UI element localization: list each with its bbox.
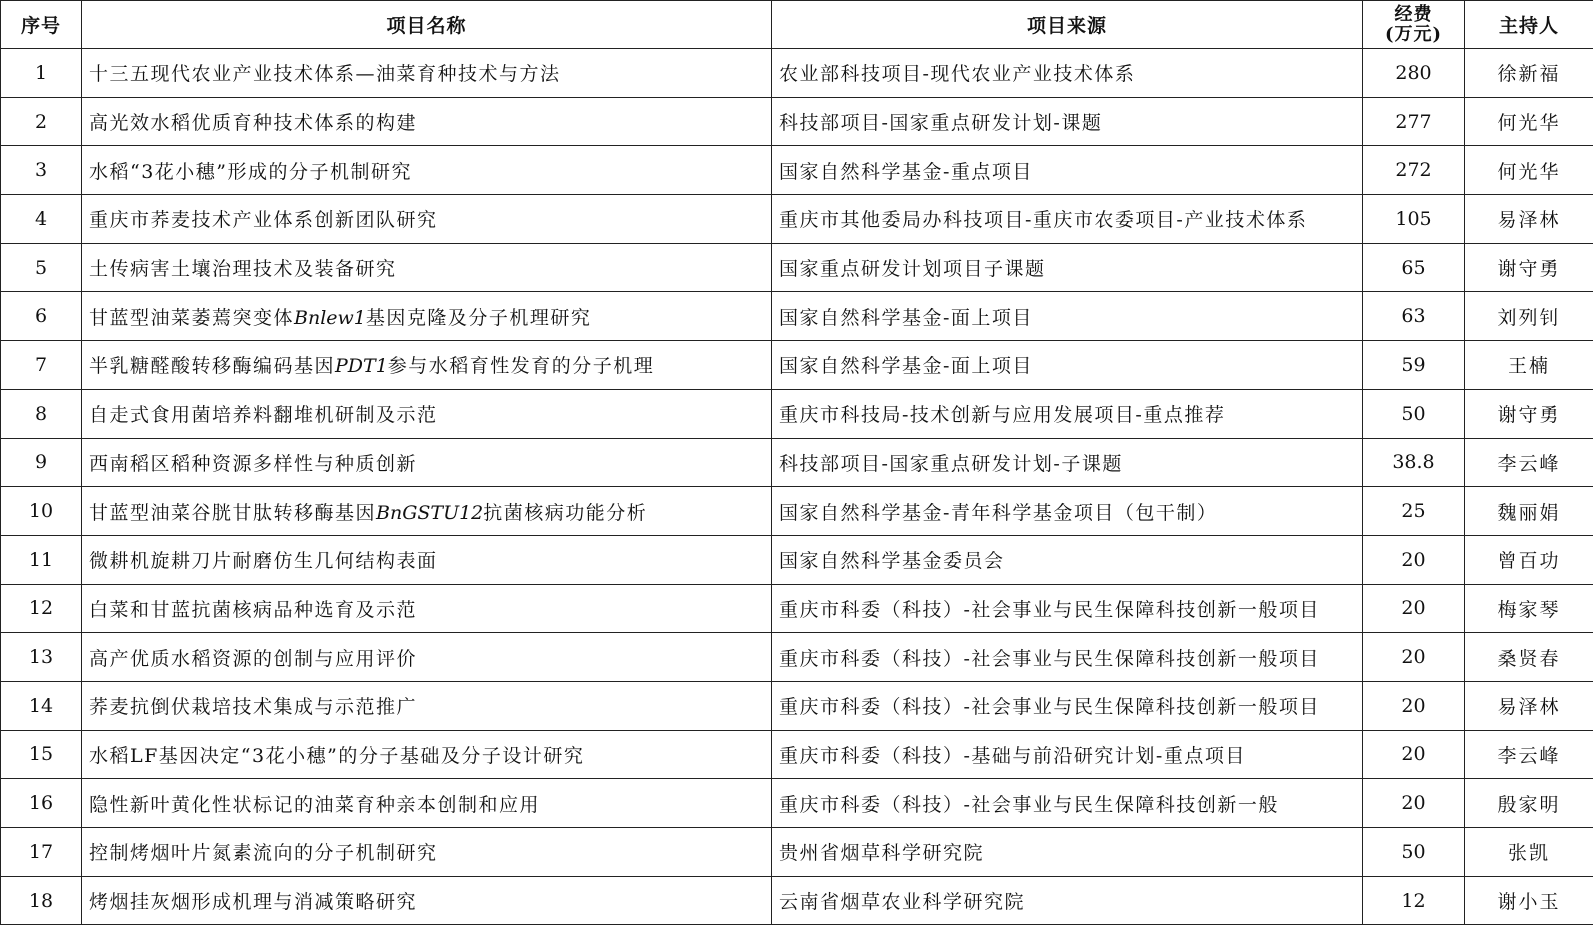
table-row <box>1 828 1593 877</box>
row-number: 17 <box>1 828 82 877</box>
project-fee: 50 <box>1363 389 1465 438</box>
project-host: 梅家琴 <box>1465 584 1593 633</box>
project-name-text: 水稻LF基因决定“3花小穗”的分子基础及分子设计研究 <box>89 744 585 767</box>
project-source: 科技部项目-国家重点研发计划-子课题 <box>772 438 1363 487</box>
table-row <box>1 97 1593 146</box>
project-fee: 20 <box>1363 535 1465 584</box>
project-name <box>82 243 772 292</box>
project-name <box>82 584 772 633</box>
table-row <box>1 389 1593 438</box>
project-name <box>82 146 772 195</box>
project-fee: 20 <box>1363 779 1465 828</box>
project-fee: 105 <box>1363 195 1465 244</box>
table-row <box>1 341 1593 390</box>
project-name-text: 白菜和甘蓝抗菌核病品种选育及示范 <box>89 598 418 621</box>
project-fee: 65 <box>1363 243 1465 292</box>
project-source: 重庆市科委（科技）-社会事业与民生保障科技创新一般项目 <box>772 633 1363 682</box>
project-fee: 277 <box>1363 97 1465 146</box>
table-body <box>1 49 1593 925</box>
gene-name: PDT1 <box>335 355 388 378</box>
row-number: 5 <box>1 243 82 292</box>
table-row <box>1 535 1593 584</box>
project-source: 云南省烟草农业科学研究院 <box>772 876 1363 925</box>
table-row <box>1 876 1593 925</box>
project-host: 何光华 <box>1465 146 1593 195</box>
row-number: 15 <box>1 730 82 779</box>
gene-name: BnGSTU12 <box>376 501 484 524</box>
row-number: 4 <box>1 195 82 244</box>
project-host: 曾百功 <box>1465 535 1593 584</box>
table-row <box>1 438 1593 487</box>
header-name: 项目名称 <box>82 1 772 49</box>
project-name <box>82 681 772 730</box>
project-source: 重庆市科委（科技）-社会事业与民生保障科技创新一般 <box>772 779 1363 828</box>
project-fee: 272 <box>1363 146 1465 195</box>
project-host: 谢守勇 <box>1465 243 1593 292</box>
header-source: 项目来源 <box>772 1 1363 49</box>
row-number: 12 <box>1 584 82 633</box>
project-name-text: 西南稻区稻种资源多样性与种质创新 <box>89 452 418 475</box>
project-host: 殷家明 <box>1465 779 1593 828</box>
project-fee: 25 <box>1363 487 1465 536</box>
project-name <box>82 779 772 828</box>
project-name <box>82 292 772 341</box>
project-name <box>82 730 772 779</box>
row-number: 10 <box>1 487 82 536</box>
project-name <box>82 535 772 584</box>
header-fee <box>1363 1 1465 49</box>
table-row <box>1 779 1593 828</box>
project-name-text: 高光效水稻优质育种技术体系的构建 <box>89 112 418 135</box>
project-name-text: 甘蓝型油菜萎蔫突变体 <box>89 306 295 329</box>
project-name <box>82 633 772 682</box>
table-row <box>1 487 1593 536</box>
project-name-text: 微耕机旋耕刀片耐磨仿生几何结构表面 <box>89 550 438 573</box>
table-row <box>1 584 1593 633</box>
project-host: 李云峰 <box>1465 730 1593 779</box>
project-fee: 20 <box>1363 584 1465 633</box>
row-number: 18 <box>1 876 82 925</box>
project-fee: 20 <box>1363 730 1465 779</box>
project-fee: 50 <box>1363 828 1465 877</box>
project-host: 魏丽娟 <box>1465 487 1593 536</box>
project-host: 张凯 <box>1465 828 1593 877</box>
project-fee: 12 <box>1363 876 1465 925</box>
project-source: 国家自然科学基金-青年科学基金项目（包干制） <box>772 487 1363 536</box>
table-row <box>1 681 1593 730</box>
project-host: 谢守勇 <box>1465 389 1593 438</box>
project-name-text: 水稻“3花小穗”形成的分子机制研究 <box>89 160 413 183</box>
project-name <box>82 341 772 390</box>
project-host: 易泽林 <box>1465 195 1593 244</box>
table-row <box>1 146 1593 195</box>
row-number: 7 <box>1 341 82 390</box>
table-row <box>1 243 1593 292</box>
project-name-text: 控制烤烟叶片氮素流向的分子机制研究 <box>89 842 438 865</box>
gene-name: Bnlew1 <box>294 306 366 329</box>
project-name-text: 甘蓝型油菜谷胱甘肽转移酶基因 <box>89 501 377 524</box>
project-name <box>82 487 772 536</box>
project-name <box>82 828 772 877</box>
project-name-text: 半乳糖醛酸转移酶编码基因 <box>89 355 336 378</box>
row-number: 8 <box>1 389 82 438</box>
header-no: 序号 <box>1 1 82 49</box>
project-host: 徐新福 <box>1465 49 1593 98</box>
table-row <box>1 49 1593 98</box>
table-row <box>1 633 1593 682</box>
project-host: 桑贤春 <box>1465 633 1593 682</box>
table-row <box>1 292 1593 341</box>
project-source: 重庆市其他委局办科技项目-重庆市农委项目-产业技术体系 <box>772 195 1363 244</box>
project-source: 科技部项目-国家重点研发计划-课题 <box>772 97 1363 146</box>
project-name-suffix: 参与水稻育性发育的分子机理 <box>387 355 655 378</box>
project-source: 国家自然科学基金-面上项目 <box>772 292 1363 341</box>
row-number: 2 <box>1 97 82 146</box>
project-name-text: 高产优质水稻资源的创制与应用评价 <box>89 647 418 670</box>
row-number: 3 <box>1 146 82 195</box>
project-source: 重庆市科技局-技术创新与应用发展项目-重点推荐 <box>772 389 1363 438</box>
header-fee-line1: 经费 <box>1394 3 1433 25</box>
project-name-text: 自走式食用菌培养料翻堆机研制及示范 <box>89 404 438 427</box>
project-name <box>82 876 772 925</box>
project-name-text: 隐性新叶黄化性状标记的油菜育种亲本创制和应用 <box>89 793 541 816</box>
project-host: 谢小玉 <box>1465 876 1593 925</box>
project-fee: 59 <box>1363 341 1465 390</box>
project-name <box>82 97 772 146</box>
project-source: 重庆市科委（科技）-社会事业与民生保障科技创新一般项目 <box>772 584 1363 633</box>
project-name <box>82 49 772 98</box>
header-fee-line2: (万元) <box>1384 23 1443 45</box>
project-source: 农业部科技项目-现代农业产业技术体系 <box>772 49 1363 98</box>
project-host: 刘列钊 <box>1465 292 1593 341</box>
row-number: 13 <box>1 633 82 682</box>
project-fee: 20 <box>1363 633 1465 682</box>
project-name-text: 十三五现代农业产业技术体系—油菜育种技术与方法 <box>89 63 561 86</box>
row-number: 16 <box>1 779 82 828</box>
project-source: 国家自然科学基金-重点项目 <box>772 146 1363 195</box>
project-fee: 38.8 <box>1363 438 1465 487</box>
row-number: 1 <box>1 49 82 98</box>
project-host: 王楠 <box>1465 341 1593 390</box>
header-host: 主持人 <box>1465 1 1593 49</box>
project-host: 何光华 <box>1465 97 1593 146</box>
project-name-suffix: 抗菌核病功能分析 <box>483 501 648 524</box>
project-fee: 20 <box>1363 681 1465 730</box>
project-name <box>82 389 772 438</box>
project-name-suffix: 基因克隆及分子机理研究 <box>365 306 592 329</box>
project-name-text: 土传病害土壤治理技术及装备研究 <box>89 258 397 281</box>
project-source: 贵州省烟草科学研究院 <box>772 828 1363 877</box>
project-source: 重庆市科委（科技）-基础与前沿研究计划-重点项目 <box>772 730 1363 779</box>
project-fee: 280 <box>1363 49 1465 98</box>
header-row <box>1 1 1593 49</box>
row-number: 11 <box>1 535 82 584</box>
row-number: 14 <box>1 681 82 730</box>
project-name <box>82 195 772 244</box>
table-row <box>1 730 1593 779</box>
project-source: 重庆市科委（科技）-社会事业与民生保障科技创新一般项目 <box>772 681 1363 730</box>
project-fee: 63 <box>1363 292 1465 341</box>
project-source: 国家重点研发计划项目子课题 <box>772 243 1363 292</box>
project-source: 国家自然科学基金-面上项目 <box>772 341 1363 390</box>
project-name-text: 烤烟挂灰烟形成机理与消减策略研究 <box>89 891 418 914</box>
project-name-text: 重庆市荞麦技术产业体系创新团队研究 <box>89 209 438 232</box>
row-number: 6 <box>1 292 82 341</box>
project-source: 国家自然科学基金委员会 <box>772 535 1363 584</box>
project-name <box>82 438 772 487</box>
project-host: 易泽林 <box>1465 681 1593 730</box>
project-name-text: 荞麦抗倒伏栽培技术集成与示范推广 <box>89 696 418 719</box>
table-row <box>1 195 1593 244</box>
project-host: 李云峰 <box>1465 438 1593 487</box>
row-number: 9 <box>1 438 82 487</box>
